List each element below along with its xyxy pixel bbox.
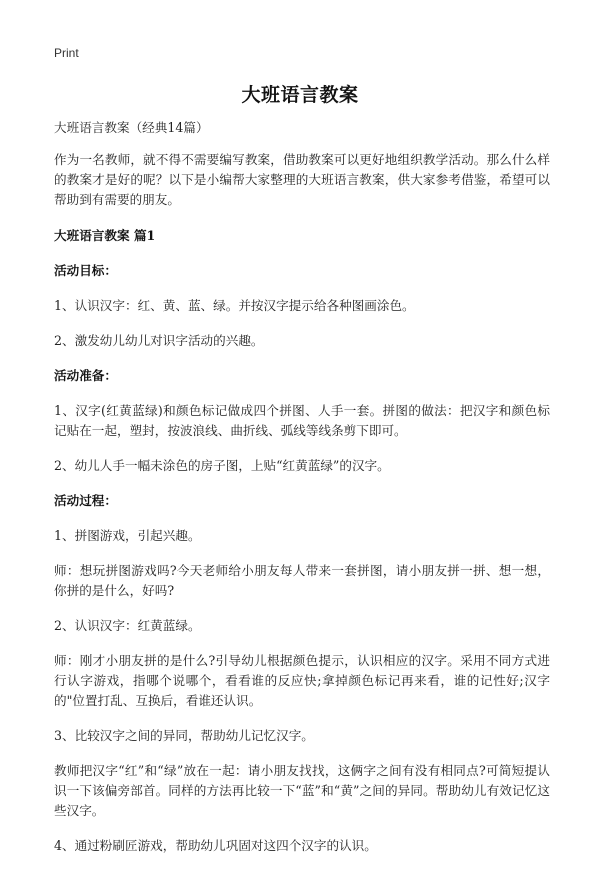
process-item: 师：刚才小朋友拼的是什么?引导幼儿根据颜色提示，认识相应的汉字。采用不同方式进行认字游戏，指哪个说哪个，看看谁的反应快;拿掉颜色标记再来看，谁的记性好;汉字的"位置打乱、互换后，看谁还认识。 — [54, 653, 550, 708]
prep-item: 1、汉字(红黄蓝绿)和颜色标记做成四个拼图、人手一套。拼图的做法：把汉字和颜色标记贴在一起，塑封，按波浪线、曲折线、弧线等线条剪下即可。 — [54, 403, 550, 438]
process-item: 4、通过粉刷匠游戏，帮助幼儿巩固对这四个汉字的认识。 — [54, 838, 377, 853]
document-subtitle: 大班语言教案（经典14篇） — [54, 120, 209, 135]
goal-item: 1、认识汉字：红、黄、蓝、绿。并按汉字提示给各种图画涂色。 — [54, 298, 415, 313]
document-body — [54, 118, 550, 871]
process-item: 2、认识汉字：红黄蓝绿。 — [54, 618, 201, 633]
prep-item: 2、幼儿人手一幅未涂色的房子图，上贴“红黄蓝绿”的汉字。 — [54, 458, 390, 473]
intro-paragraph: 作为一名教师，就不得不需要编写教案，借助教案可以更好地组织教学活动。那么什么样的教案才是好的呢？以下是小编帮大家整理的大班语言教案，供大家参考借鉴，希望可以帮助到有需要的朋友。 — [54, 152, 550, 207]
process-item: 1、拼图游戏，引起兴趣。 — [54, 528, 201, 543]
process-heading: 活动过程： — [54, 493, 117, 508]
section-title: 大班语言教案 篇1 — [54, 228, 156, 243]
page-title: 大班语言教案 — [241, 84, 359, 106]
process-item: 3、比较汉字之间的异同，帮助幼儿记忆汉字。 — [54, 728, 314, 743]
goal-item: 2、激发幼儿幼儿对识字活动的兴趣。 — [54, 333, 264, 348]
print-link[interactable]: Print — [54, 46, 79, 60]
goals-heading: 活动目标： — [54, 263, 117, 278]
process-item: 教师把汉字“红”和“绿”放在一起：请小朋友找找，这俩字之间有没有相同点?可简短提认识一下该偏旁部首。同样的方法再比较一下“蓝”和“黄”之间的异同。帮助幼儿有效记忆这些汉字。 — [54, 763, 550, 818]
prep-heading: 活动准备： — [54, 368, 117, 383]
process-item: 师：想玩拼图游戏吗?今天老师给小朋友每人带来一套拼图，请小朋友拼一拼、想一想，你拼的是什么，好吗? — [54, 563, 550, 598]
